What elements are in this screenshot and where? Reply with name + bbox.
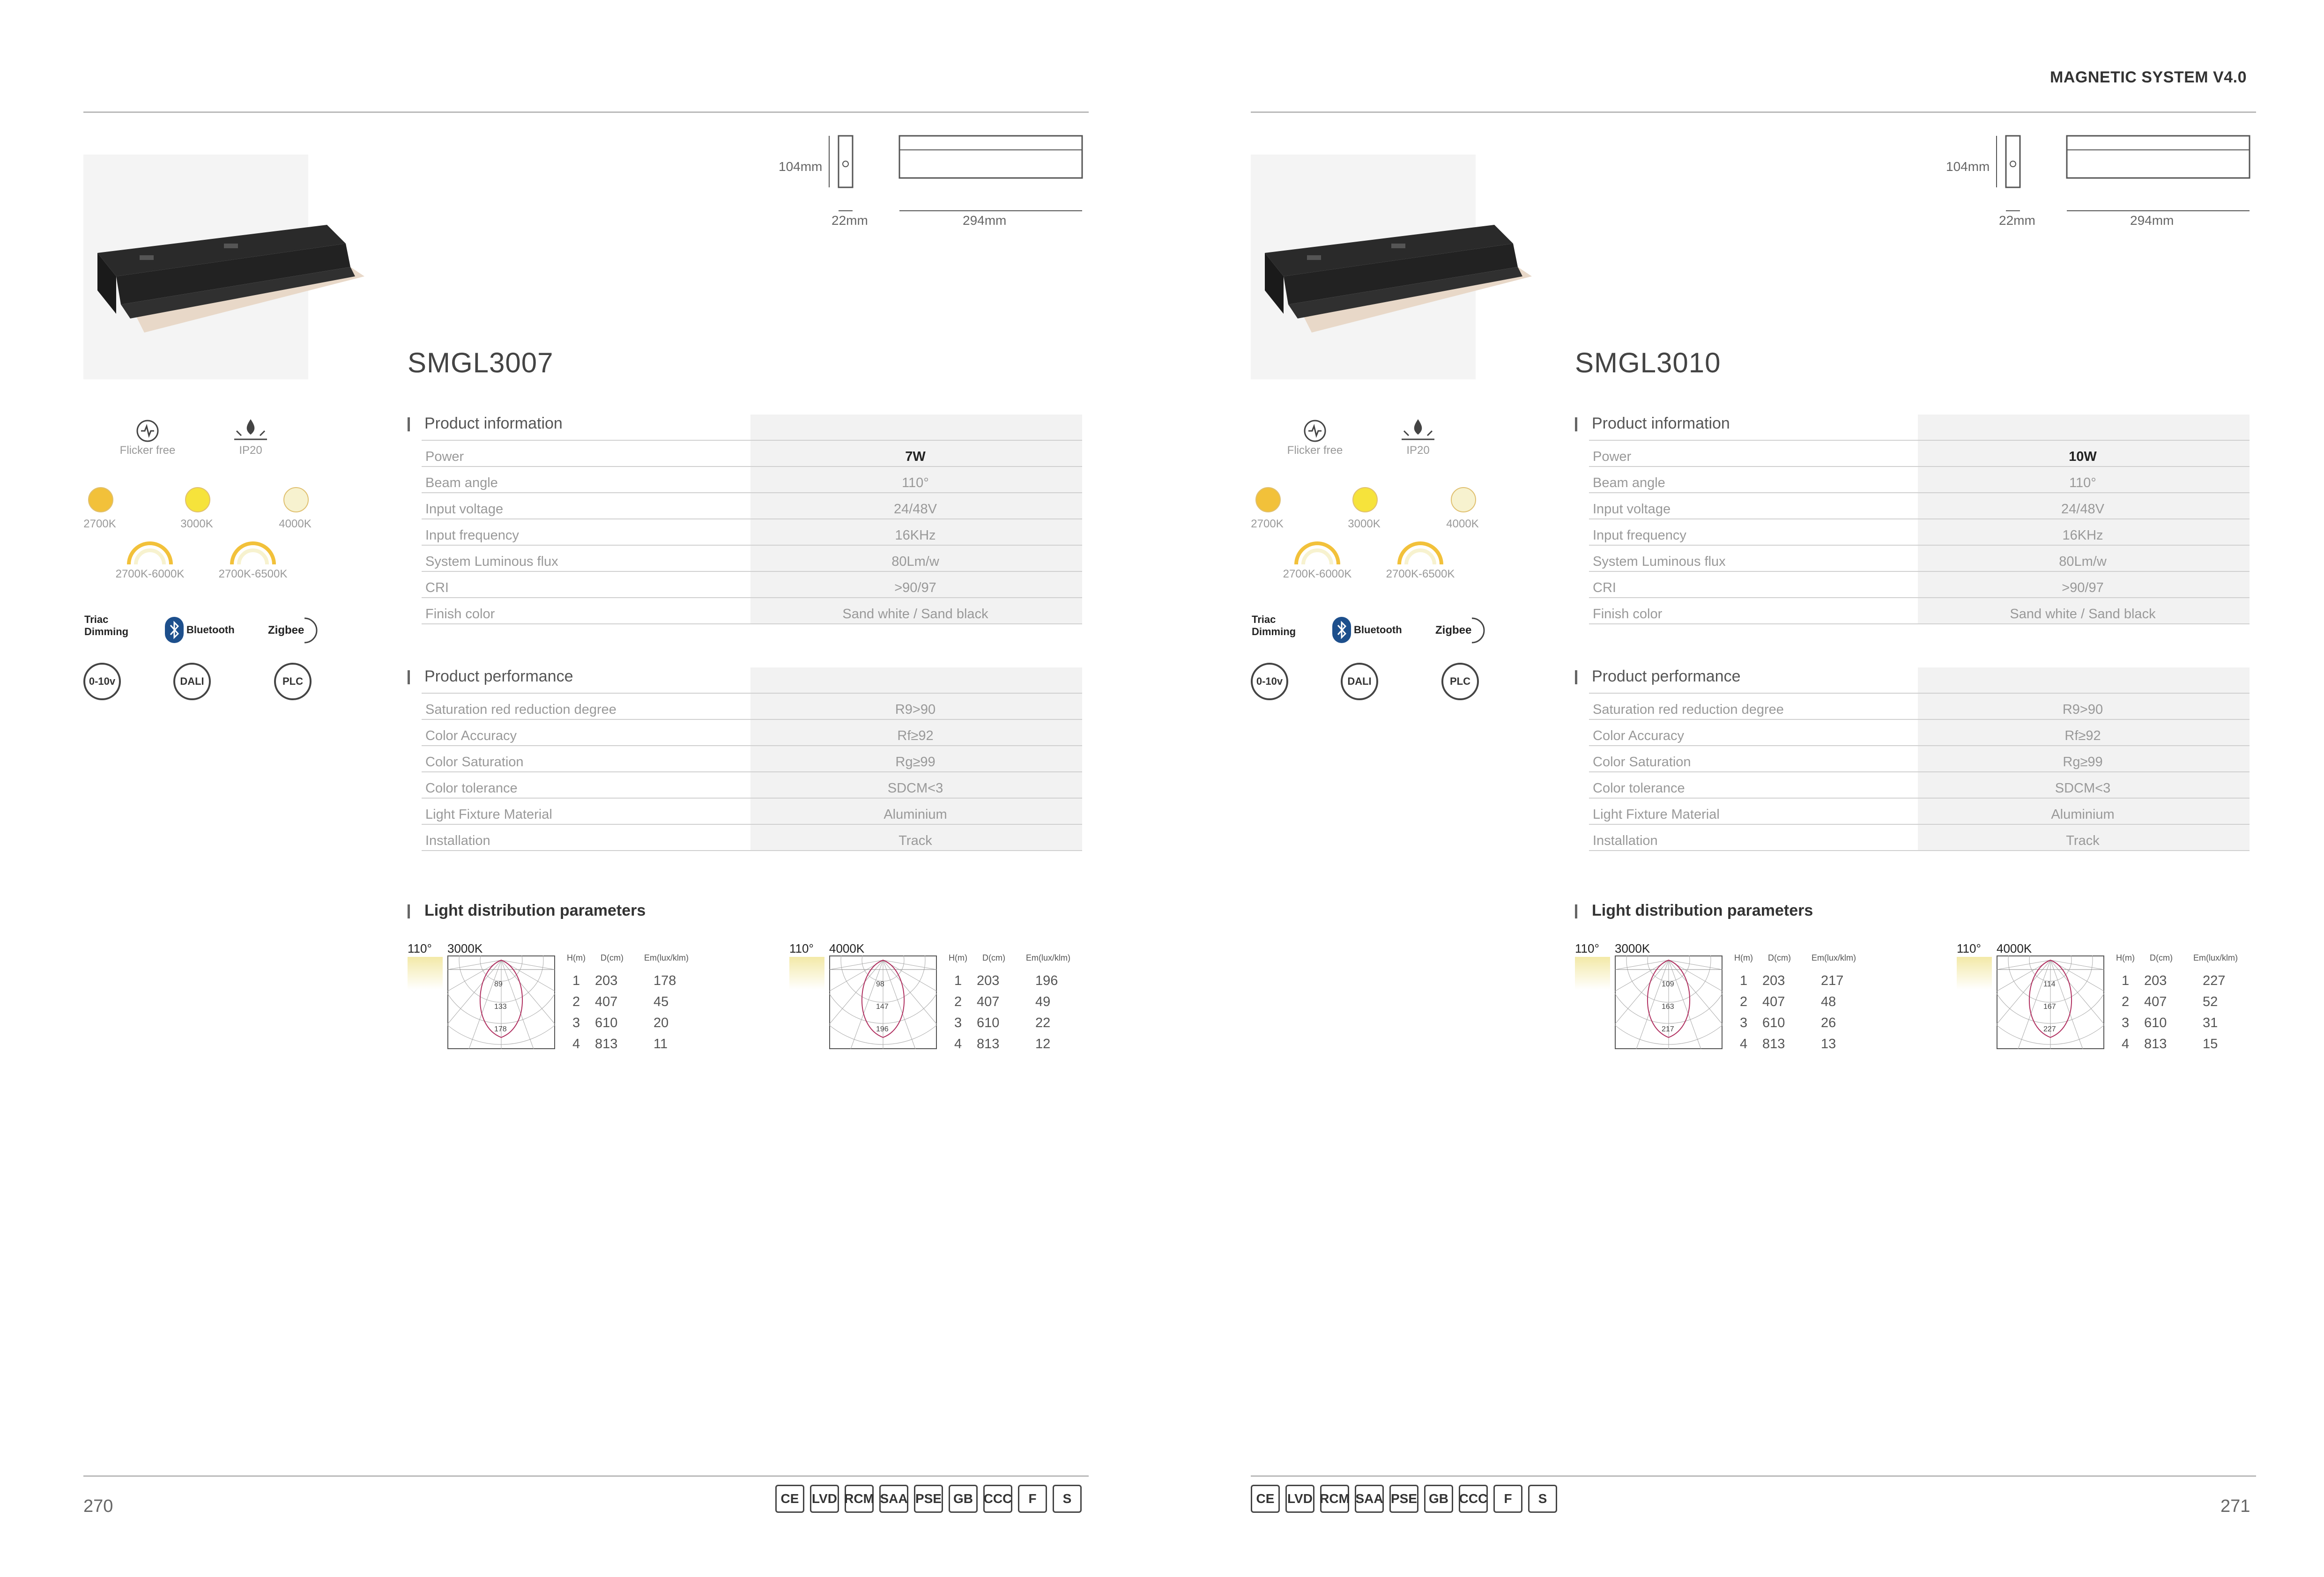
dist-cell-d: 610 — [595, 1015, 618, 1030]
polar-diagram — [1615, 955, 1723, 1049]
spec-row — [422, 598, 1082, 624]
perf-value: Track — [2066, 833, 2100, 848]
perf-key: Saturation red reduction degree — [1593, 702, 1784, 717]
perf-key: Color Accuracy — [1593, 728, 1685, 743]
spec-row — [422, 493, 1082, 519]
bluetooth-icon — [164, 616, 185, 644]
dim-width-label: 22mm — [1999, 213, 2035, 228]
dist-header-h: H(m) — [949, 953, 967, 962]
dist-cell-h: 3 — [2122, 1015, 2130, 1030]
spec-key: Finish color — [1593, 607, 1663, 622]
side-view-screw — [2010, 161, 2016, 167]
header-title: MAGNETIC SYSTEM V4.0 — [2050, 68, 2247, 86]
spec-value: Sand white / Sand black — [2010, 607, 2156, 622]
spec-row — [422, 467, 1082, 493]
cert-badge-gb: GB — [949, 1485, 978, 1513]
dist-cell-d: 813 — [2144, 1037, 2167, 1051]
polar-diagram — [447, 955, 555, 1049]
dist-cell-h: 2 — [2122, 994, 2130, 1009]
page-number: 271 — [2220, 1496, 2250, 1516]
perf-row — [422, 799, 1082, 825]
cct-label-2700K: 2700K — [83, 518, 116, 530]
flicker-free-label: Flicker free — [1287, 444, 1343, 457]
ip-rating-icon — [1399, 417, 1437, 445]
dimension-drawing — [1917, 126, 2254, 239]
tunable-label: 2700K-6000K — [1283, 568, 1352, 580]
dist-cell-em: 20 — [653, 1015, 669, 1030]
dist-cell-h: 4 — [1740, 1037, 1748, 1051]
spec-key: CRI — [425, 580, 449, 595]
spec-key: Input voltage — [425, 502, 504, 517]
spec-value: 24/48V — [894, 502, 937, 517]
dist-header-h: H(m) — [567, 953, 586, 962]
cert-badge-rcm: RCM — [845, 1485, 874, 1513]
cert-badge-pse: PSE — [1389, 1485, 1418, 1513]
cert-badge-saa: SAA — [879, 1485, 908, 1513]
flicker-free-label: Flicker free — [119, 444, 176, 457]
dist-cell-em: 22 — [1035, 1015, 1051, 1030]
dist-cell-h: 2 — [572, 994, 580, 1009]
spec-key: Power — [425, 449, 464, 464]
dist-cell-d: 203 — [2144, 973, 2167, 988]
spec-key: Input frequency — [425, 528, 519, 543]
spec-row — [422, 572, 1082, 598]
spec-row — [1589, 572, 2250, 598]
flicker-free-icon — [134, 417, 162, 445]
dist-cell-d: 813 — [595, 1037, 618, 1051]
perf-key: Color tolerance — [1593, 781, 1685, 796]
dim-height-label: 104mm — [779, 159, 823, 174]
perf-row — [422, 746, 1082, 772]
spec-value: 110° — [2069, 475, 2096, 490]
spec-value: Sand white / Sand black — [842, 607, 988, 622]
dist-cell-d: 407 — [1762, 994, 1785, 1009]
product-performance-title: Product performance — [1575, 667, 1741, 686]
zero-ten-badge: 0-10v — [83, 663, 121, 700]
dist-header-em: Em(lux/klm) — [2193, 953, 2238, 962]
polar-inner-label: 133 — [494, 1003, 507, 1011]
spec-key: Input voltage — [1593, 502, 1671, 517]
dist-cell-d: 203 — [595, 973, 618, 988]
perf-value: SDCM<3 — [887, 781, 943, 796]
perf-key: Color Accuracy — [425, 728, 517, 743]
bluetooth-label: Bluetooth — [1354, 624, 1402, 636]
product-performance-table — [422, 667, 1082, 851]
cct-label-2700K: 2700K — [1251, 518, 1284, 530]
dist-cell-em: 13 — [1821, 1037, 1836, 1051]
cert-badge-lvd: LVD — [810, 1485, 839, 1513]
perf-key: Light Fixture Material — [1593, 807, 1720, 822]
cert-badge-rcm: RCM — [1320, 1485, 1349, 1513]
cert-badge-pse: PSE — [914, 1485, 943, 1513]
cert-badge-s: S — [1528, 1485, 1557, 1513]
cct-label: 4000K — [1997, 941, 2032, 955]
cct-label-3000K: 3000K — [180, 518, 213, 530]
dist-cell-h: 3 — [1740, 1015, 1748, 1030]
tunable-label: 2700K-6000K — [115, 568, 185, 580]
dist-cell-h: 4 — [572, 1037, 580, 1051]
perf-key: Light Fixture Material — [425, 807, 552, 822]
spec-row — [1589, 467, 2250, 493]
polar-inner-label: 217 — [1662, 1025, 1674, 1033]
spec-row — [422, 441, 1082, 467]
perf-value: Aluminium — [884, 807, 947, 822]
perf-row — [1589, 772, 2250, 799]
spec-key: Finish color — [425, 607, 495, 622]
dist-cell-d: 203 — [1762, 973, 1785, 988]
perf-value: R9>90 — [895, 702, 936, 717]
perf-key: Installation — [425, 833, 490, 848]
cert-badge-lvd: LVD — [1285, 1485, 1314, 1513]
plc-badge: PLC — [1441, 663, 1479, 700]
dist-cell-h: 3 — [954, 1015, 962, 1030]
dist-cell-d: 407 — [2144, 994, 2167, 1009]
flicker-free-icon — [1301, 417, 1329, 445]
product-performance-table — [1589, 667, 2250, 851]
perf-value: Track — [898, 833, 932, 848]
product-info-title: Product information — [408, 415, 563, 433]
spec-value: >90/97 — [2062, 580, 2104, 595]
polar-inner-label: 163 — [1662, 1003, 1674, 1011]
dist-header-em: Em(lux/klm) — [644, 953, 689, 962]
product-info-table — [422, 415, 1082, 624]
cert-badge-saa: SAA — [1355, 1485, 1384, 1513]
dist-header-em: Em(lux/klm) — [1026, 953, 1070, 962]
spec-row — [1589, 598, 2250, 624]
perf-row — [422, 694, 1082, 720]
spec-row — [422, 519, 1082, 546]
tunable-arc-icon — [1395, 539, 1446, 567]
polar-diagram — [1997, 955, 2104, 1049]
spec-key: Beam angle — [1593, 475, 1665, 490]
cct-label: 4000K — [829, 941, 865, 955]
spec-key: Beam angle — [425, 475, 498, 490]
model-name: SMGL3010 — [1575, 347, 1721, 378]
dist-cell-em: 49 — [1035, 994, 1051, 1009]
dist-cell-d: 813 — [1762, 1037, 1785, 1051]
dist-cell-em: 11 — [653, 1037, 668, 1051]
product-info-table — [1589, 415, 2250, 624]
cert-badge-ce: CE — [1251, 1485, 1280, 1513]
perf-header-row — [422, 667, 1082, 694]
dist-cell-h: 4 — [954, 1037, 962, 1051]
spec-header-row — [422, 415, 1082, 441]
cct-label-3000K: 3000K — [1348, 518, 1381, 530]
polar-inner-label: 98 — [876, 980, 884, 988]
dist-cell-h: 2 — [954, 994, 962, 1009]
dist-cell-em: 52 — [2203, 994, 2218, 1009]
perf-row — [1589, 694, 2250, 720]
beam-angle-label: 110° — [1957, 941, 1981, 955]
perf-row — [422, 720, 1082, 746]
beam-swatch — [789, 957, 824, 990]
perf-row — [422, 772, 1082, 799]
dim-width-label: 22mm — [832, 213, 868, 228]
spec-row — [1589, 493, 2250, 519]
polar-inner-label: 227 — [2043, 1025, 2056, 1033]
cert-badge-ccc: CCC — [1459, 1485, 1488, 1513]
polar-inner-label: 147 — [876, 1003, 889, 1011]
dist-cell-h: 1 — [1740, 973, 1748, 988]
dim-height-label: 104mm — [1946, 159, 1990, 174]
spec-value: 80Lm/w — [891, 554, 939, 569]
spec-key: System Luminous flux — [425, 554, 558, 569]
cct-dot-4000K — [283, 487, 309, 512]
cct-label: 3000K — [447, 941, 483, 955]
polar-inner-label: 114 — [2043, 980, 2056, 988]
front-view-outline — [2067, 136, 2250, 178]
front-view-outline — [899, 136, 1082, 178]
perf-row — [1589, 799, 2250, 825]
dist-cell-d: 407 — [977, 994, 1000, 1009]
dali-badge: DALI — [1341, 663, 1378, 700]
beam-swatch — [408, 957, 443, 990]
cct-dot-3000K — [185, 487, 210, 512]
cert-badge-f: F — [1018, 1485, 1047, 1513]
ip-rating-label: IP20 — [239, 444, 262, 457]
spec-value: 16KHz — [2062, 528, 2103, 543]
triac-dimming-label: Triac Dimming — [1252, 614, 1296, 637]
perf-header-row — [1589, 667, 2250, 694]
beam-swatch — [1957, 957, 1992, 990]
dist-cell-em: 26 — [1821, 1015, 1836, 1030]
cct-label-4000K: 4000K — [279, 518, 312, 530]
product-info-title: Product information — [1575, 415, 1730, 433]
cert-badge-ccc: CCC — [983, 1485, 1012, 1513]
beam-angle-label: 110° — [1575, 941, 1599, 955]
spec-row — [1589, 519, 2250, 546]
dist-cell-em: 12 — [1035, 1037, 1051, 1051]
perf-value: Rf≥92 — [897, 728, 934, 743]
dist-header-d: D(cm) — [601, 953, 624, 962]
polar-inner-label: 89 — [494, 980, 503, 988]
perf-key: Saturation red reduction degree — [425, 702, 616, 717]
light-distribution-title: Light distribution parameters — [1575, 902, 1813, 920]
perf-key: Color Saturation — [1593, 755, 1691, 770]
perf-row — [1589, 746, 2250, 772]
dist-cell-em: 15 — [2203, 1037, 2218, 1051]
perf-value: R9>90 — [2062, 702, 2103, 717]
dali-badge: DALI — [173, 663, 211, 700]
perf-key: Color Saturation — [425, 755, 524, 770]
perf-key: Color tolerance — [425, 781, 518, 796]
zigbee-icon — [290, 616, 319, 644]
polar-inner-label: 167 — [2043, 1003, 2056, 1011]
spec-key: CRI — [1593, 580, 1616, 595]
dimension-drawing — [750, 126, 1087, 239]
model-name: SMGL3007 — [408, 347, 554, 378]
perf-value: Rg≥99 — [2063, 755, 2103, 770]
cct-label: 3000K — [1615, 941, 1650, 955]
tunable-arc-icon — [1292, 539, 1343, 567]
dist-header-d: D(cm) — [1768, 953, 1791, 962]
dist-cell-d: 813 — [977, 1037, 1000, 1051]
spec-key: System Luminous flux — [1593, 554, 1726, 569]
plc-badge: PLC — [274, 663, 312, 700]
tunable-arc-icon — [124, 539, 176, 567]
zero-ten-badge: 0-10v — [1251, 663, 1288, 700]
dist-header-em: Em(lux/klm) — [1812, 953, 1856, 962]
spec-value: 16KHz — [895, 528, 936, 543]
ip-rating-icon — [232, 417, 269, 445]
polar-inner-label: 109 — [1662, 980, 1674, 988]
dist-cell-h: 2 — [1740, 994, 1748, 1009]
bluetooth-label: Bluetooth — [186, 624, 235, 636]
dist-cell-em: 48 — [1821, 994, 1836, 1009]
spec-row — [1589, 441, 2250, 467]
zigbee-label: Zigbee — [268, 624, 304, 637]
perf-value: Rg≥99 — [895, 755, 936, 770]
perf-value: Rf≥92 — [2064, 728, 2101, 743]
dist-cell-d: 407 — [595, 994, 618, 1009]
perf-value: SDCM<3 — [2055, 781, 2111, 796]
cct-dot-2700K — [1255, 487, 1281, 512]
spec-value: 24/48V — [2061, 502, 2104, 517]
zigbee-label: Zigbee — [1435, 624, 1472, 637]
cert-badge-gb: GB — [1424, 1485, 1453, 1513]
dist-cell-h: 1 — [2122, 973, 2130, 988]
perf-row — [1589, 720, 2250, 746]
tunable-arc-icon — [227, 539, 279, 567]
perf-value: Aluminium — [2051, 807, 2115, 822]
dist-cell-em: 217 — [1821, 973, 1844, 988]
spec-key: Power — [1593, 449, 1632, 464]
zigbee-icon — [1458, 616, 1486, 644]
beam-swatch — [1575, 957, 1610, 990]
ip-rating-label: IP20 — [1406, 444, 1430, 457]
dist-cell-h: 4 — [2122, 1037, 2130, 1051]
spec-header-row — [1589, 415, 2250, 441]
side-view-screw — [843, 161, 848, 167]
dim-length-label: 294mm — [2130, 213, 2174, 228]
spec-value: 10W — [2069, 449, 2097, 464]
polar-diagram — [829, 955, 937, 1049]
dist-header-d: D(cm) — [2150, 953, 2173, 962]
dist-cell-em: 45 — [653, 994, 669, 1009]
dist-cell-em: 178 — [653, 973, 676, 988]
triac-dimming-label: Triac Dimming — [84, 614, 129, 637]
page-1 — [0, 0, 1091, 1577]
spec-row — [422, 546, 1082, 572]
page-2 — [1167, 0, 2259, 1577]
dist-cell-d: 203 — [977, 973, 1000, 988]
cert-badge-ce: CE — [775, 1485, 804, 1513]
beam-angle-label: 110° — [789, 941, 814, 955]
perf-row — [422, 825, 1082, 851]
page-number: 270 — [83, 1496, 113, 1516]
cert-badge-s: S — [1053, 1485, 1082, 1513]
cct-dot-4000K — [1451, 487, 1476, 512]
spec-value: 110° — [902, 475, 929, 490]
tunable-label: 2700K-6500K — [1386, 568, 1455, 580]
dist-cell-em: 31 — [2203, 1015, 2218, 1030]
dist-cell-h: 3 — [572, 1015, 580, 1030]
product-performance-title: Product performance — [408, 667, 573, 686]
cct-label-4000K: 4000K — [1446, 518, 1479, 530]
dim-length-label: 294mm — [963, 213, 1007, 228]
product-photo — [1251, 155, 1476, 379]
cct-dot-2700K — [88, 487, 113, 512]
dist-cell-em: 227 — [2203, 973, 2226, 988]
light-distribution-title: Light distribution parameters — [408, 902, 646, 920]
dist-cell-h: 1 — [954, 973, 962, 988]
tunable-label: 2700K-6500K — [218, 568, 288, 580]
perf-row — [1589, 825, 2250, 851]
dist-header-d: D(cm) — [982, 953, 1005, 962]
spec-value: 80Lm/w — [2059, 554, 2107, 569]
dist-cell-h: 1 — [572, 973, 580, 988]
polar-inner-label: 196 — [876, 1025, 889, 1033]
cct-dot-3000K — [1352, 487, 1378, 512]
beam-angle-label: 110° — [408, 941, 432, 955]
polar-inner-label: 178 — [494, 1025, 507, 1033]
dist-cell-em: 196 — [1035, 973, 1058, 988]
dist-cell-d: 610 — [2144, 1015, 2167, 1030]
spec-key: Input frequency — [1593, 528, 1686, 543]
spec-value: 7W — [905, 449, 926, 464]
dist-cell-d: 610 — [977, 1015, 1000, 1030]
dist-cell-d: 610 — [1762, 1015, 1785, 1030]
dist-header-h: H(m) — [2116, 953, 2135, 962]
dist-header-h: H(m) — [1734, 953, 1753, 962]
bluetooth-icon — [1331, 616, 1352, 644]
spec-row — [1589, 546, 2250, 572]
perf-key: Installation — [1593, 833, 1658, 848]
spec-value: >90/97 — [894, 580, 936, 595]
cert-badge-f: F — [1493, 1485, 1522, 1513]
